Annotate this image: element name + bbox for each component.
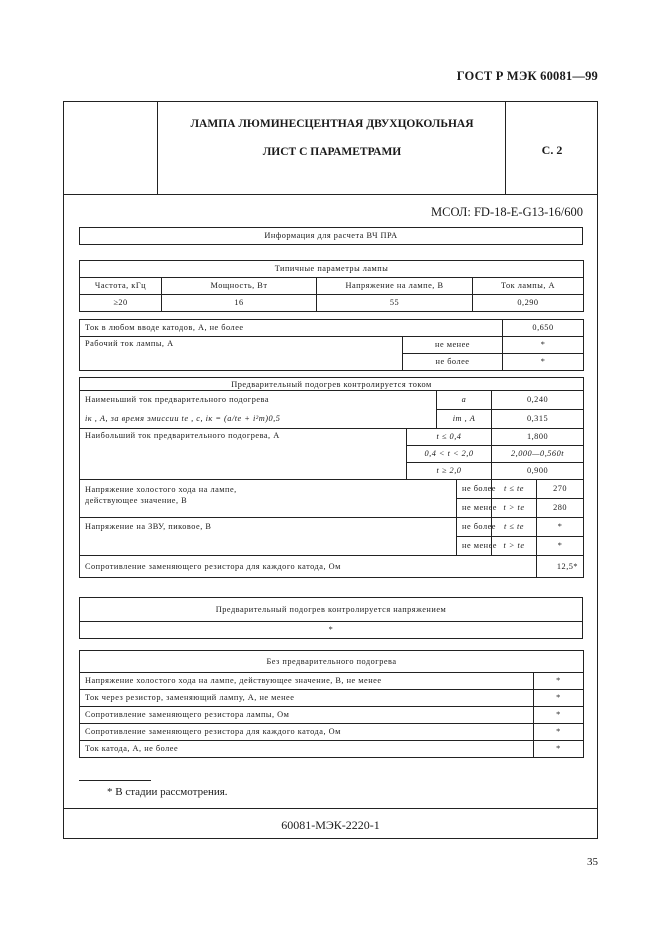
preheat-voltage-table [79, 597, 583, 639]
preheat-current-table [79, 377, 584, 578]
typical-title: Типичные параметры лампы [80, 261, 584, 278]
ocv-label-line-1: Напряжение холостого хода на лампе, [85, 485, 237, 494]
resistor-cathode-value: 12,5* [537, 556, 584, 578]
value-frequency: ≥20 [80, 295, 162, 312]
ocv-value-1: 270 [537, 480, 584, 499]
value-current: 0,290 [473, 295, 584, 312]
no-preheat-value-1: * [534, 673, 584, 690]
resistor-cathode-label: Сопротивление заменяющего резистора для каждого катода, Ом [80, 556, 537, 578]
info-table [79, 227, 583, 245]
operating-max-label: не более [403, 354, 503, 371]
max-preheat-value-1: 1,800 [492, 429, 584, 446]
sheet-number: С. 2 [541, 143, 563, 157]
ocv-cond-1: t ≤ tе [492, 480, 537, 499]
operating-current-label: Рабочий ток лампы, А [80, 337, 403, 371]
value-power: 16 [162, 295, 317, 312]
ocv-limit-2: не менее [457, 499, 492, 518]
a-label: a [437, 391, 492, 410]
max-preheat-cond-2: 0,4 < t < 2,0 [407, 446, 492, 463]
document-code: 60081-МЭК-2220-1 [281, 818, 380, 832]
footnote-rule [79, 780, 151, 781]
ignition-cond-1: t ≤ tе [492, 518, 537, 537]
max-preheat-value-3: 0,900 [492, 463, 584, 480]
col-frequency: Частота, кГц [80, 278, 162, 295]
max-preheat-label: Наибольший ток предварительного подогрева, А [80, 429, 407, 480]
no-preheat-label-3: Сопротивление заменяющего резистора лампы, Ом [80, 707, 534, 724]
no-preheat-label-2: Ток через резистор, заменяющий лампу, А, не менее [80, 690, 534, 707]
no-preheat-label-5: Ток катода, А, не более [80, 741, 534, 758]
preheat-current-title: Предварительный подогрев контролируется током [80, 378, 584, 391]
min-preheat-label: Наименьший ток предварительного подогрева [80, 391, 437, 410]
cathode-current-value: 0,650 [503, 320, 584, 337]
footnote: * В стадии рассмотрения. [107, 786, 228, 798]
title-line-2: ЛИСТ С ПАРАМЕТРАМИ [262, 146, 402, 158]
im-label: im , А [437, 410, 492, 429]
operating-min-value: * [503, 337, 584, 354]
max-preheat-cond-1: t ≤ 0,4 [407, 429, 492, 446]
a-value: 0,240 [492, 391, 584, 410]
msol-designation: МСОЛ: FD-18-E-G13-16/600 [431, 205, 583, 219]
standard-number: ГОСТ Р МЭК 60081—99 [456, 69, 598, 83]
info-title: Информация для расчета ВЧ ПРА [80, 228, 583, 245]
im-value: 0,315 [492, 410, 584, 429]
no-preheat-title: Без предварительного подогрева [80, 651, 584, 673]
ignition-label: Напряжение на ЗВУ, пиковое, В [80, 518, 457, 556]
footer-divider [63, 808, 598, 809]
ignition-limit-1: не более [457, 518, 492, 537]
preheat-voltage-title: Предварительный подогрев контролируется напряжением [80, 598, 583, 622]
col-current: Ток лампы, А [473, 278, 584, 295]
no-preheat-table [79, 650, 584, 758]
no-preheat-value-3: * [534, 707, 584, 724]
no-preheat-value-4: * [534, 724, 584, 741]
ocv-limit-1: не более [457, 480, 492, 499]
ignition-cond-2: t > tе [492, 537, 537, 556]
max-preheat-value-2: 2,000—0,560t [492, 446, 584, 463]
value-voltage: 55 [317, 295, 473, 312]
ocv-cond-2: t > tе [492, 499, 537, 518]
operating-min-label: не менее [403, 337, 503, 354]
cathode-current-label: Ток в любом вводе катодов, А, не более [80, 320, 503, 337]
ocv-label-line-2: действующее значение, В [85, 496, 188, 505]
ignition-value-2: * [537, 537, 584, 556]
ocv-label [80, 480, 457, 518]
col-voltage: Напряжение на лампе, В [317, 278, 473, 295]
no-preheat-value-2: * [534, 690, 584, 707]
min-preheat-formula: iк , А, за время эмиссии tе , с, iк = (a/tе + i²m)0,5 [80, 410, 437, 429]
typical-params-table [79, 260, 584, 312]
col-power: Мощность, Вт [162, 278, 317, 295]
no-preheat-label-1: Напряжение холостого хода на лампе, действующее значение, В, не менее [80, 673, 534, 690]
max-preheat-cond-3: t ≥ 2,0 [407, 463, 492, 480]
preheat-voltage-value: * [80, 622, 583, 639]
no-preheat-value-5: * [534, 741, 584, 758]
ignition-value-1: * [537, 518, 584, 537]
currents-table [79, 319, 584, 371]
ignition-limit-2: не менее [457, 537, 492, 556]
ocv-value-2: 280 [537, 499, 584, 518]
no-preheat-label-4: Сопротивление заменяющего резистора для каждого катода, Ом [80, 724, 534, 741]
page-number: 35 [587, 856, 598, 868]
title-line-1: ЛАМПА ЛЮМИНЕСЦЕНТНАЯ ДВУХЦОКОЛЬНАЯ [190, 118, 474, 130]
operating-max-value: * [503, 354, 584, 371]
